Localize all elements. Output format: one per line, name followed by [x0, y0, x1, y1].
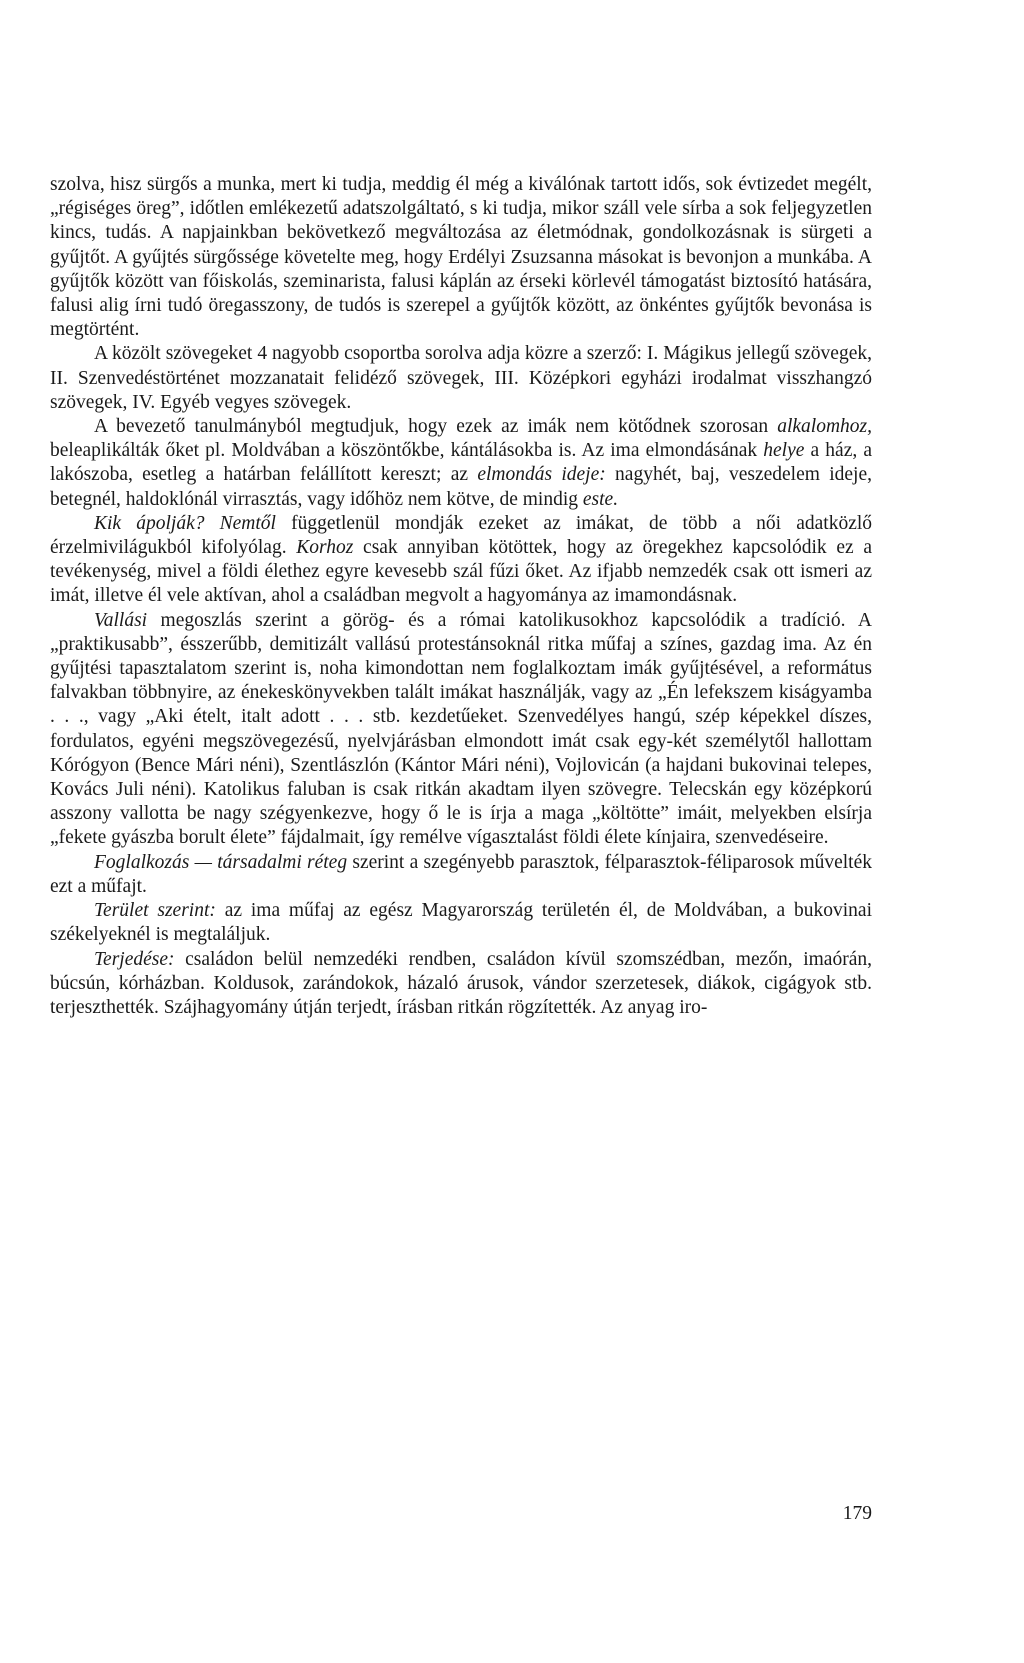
- paragraph: [50, 899, 872, 947]
- paragraph-text: A közölt szövegeket 4 nagyobb csoportba sorolva adja közre a szerző: I. Mágikus jellegű szövegek, II. Szenvedéstörténet mozzanatait felidéző szövegek, III. Középkori egyházi irodalmat visszhangzó szövegek, IV. Egyéb vegyes szövegek.: [50, 343, 872, 413]
- italic-text: elmondás ideje:: [477, 464, 606, 486]
- paragraph: [50, 609, 872, 851]
- paragraph: [50, 342, 872, 415]
- italic-text: Kik ápolják?: [94, 512, 205, 534]
- italic-text: este.: [582, 488, 619, 510]
- italic-text: Terület szerint:: [94, 900, 216, 922]
- paragraph: [50, 415, 872, 512]
- italic-text: Korhoz: [296, 537, 354, 559]
- italic-text: Terjedése:: [94, 948, 175, 970]
- paragraph-text: nagyhét, baj, veszedelem ideje, betegnél, haldoklónál virrasztás, vagy időhöz nem kötve, de mindig: [50, 464, 872, 510]
- paragraph: [50, 851, 872, 899]
- paragraph: [50, 948, 872, 1021]
- page-number: 179: [842, 1503, 872, 1524]
- paragraph-text: a ház, a lakószoba, esetleg a határban felállított kereszt; az: [50, 440, 873, 486]
- italic-text: Nemtől: [219, 512, 276, 534]
- paragraph-text: megoszlás szerint a görög- és a római katolikusokhoz kapcsolódik a tradíció. A „praktikusabb”, ésszerűbb, demitizált vallású protestánsoknál ritka műfaj a színes, gazdag ima. Az én gyűjtési tapasztalatom szerint is, noha kimondottan nem foglalkoztam imák gyűjtésével, a református falvakban többnyire, az énekeskönyvekben talált imákat használják, vagy az „Én lefekszem kiságyamba . . ., vagy „Aki ételt, italt adott . . . stb. kezdetűeket. Szenvedélyes hangú, szép képekkel díszes, fordulatos, egyéni megszövegezésű, nyelvjárásban elmondott imát csak egy-két személytől hallottam Kórógyon (Bence Mári néni), Szentlászlón (Kántor Mári néni), Vojlovicán (a hajdani bukovinai telepes, Kovács Juli néni). Katolikus faluban is csak ritkán akadtam ilyen szövegre. Telecskán egy középkorú asszony vallotta be nagy szégyenkezve, hogy ő le is írja a maga „költötte” imáit, melyekben elsírja „fekete gyászba borult élete” fájdalmait, így remélve vígasztalást földi élete kínjaira, szenvedéseire.: [50, 609, 872, 849]
- paragraph-text: szerint a szegényebb parasztok, félparasztok-féliparosok művelték ezt a műfajt.: [50, 851, 873, 897]
- italic-text: Vallási: [94, 609, 148, 631]
- italic-text: helye: [763, 440, 805, 462]
- paragraph-text: beleaplikálták őket pl. Moldvában a köszöntőkbe, kántálásokba is. Az ima elmondásának: [50, 440, 764, 462]
- paragraph-text: családon belül nemzedéki rendben, családon kívül szomszédban, mezőn, imaórán, búcsún, kórházban. Koldusok, zarándokok, házaló árusok, vándor szerzetesek, diákok, cigágyok stb. terjeszthették. Szájhagyomány útján terjedt, írásban ritkán rögzítették. Az anyag iro-: [50, 948, 872, 1018]
- paragraph-text: szolva, hisz sürgős a munka, mert ki tudja, meddig él még a kiválónak tartott idős, sok évtizedet megélt, „régiséges öreg”, időtlen emlékezetű adatszolgáltató, s ki tudja, mikor száll vele sírba a sok feljegyzetlen kincs, tudás. A napjainkban bekövetkező megváltozása az életmódnak, gondolkozásnak is sürgeti a gyűjtőt. A gyűjtés sürgőssége követelte meg, hogy Erdélyi Zsuzsanna másokat is bevonjon a munkába. A gyűjtők között van főiskolás, szeminarista, falusi káplán az érseki körlevél támogatást biztosító hatására, falusi alig írni tudó öregasszony, de tudós is szerepel a gyűjtők között, az önkéntes gyűjtők bevonása is megtörtént.: [50, 174, 872, 341]
- paragraph-text: függetlenül mondják ezeket az imákat, de több a női adatközlő érzelmivilágukból kifolyólag.: [50, 512, 873, 559]
- paragraph-text: csak annyiban kötöttek, hogy az öregekhez kapcsolódik ez a tevékenység, mivel a földi élethez egyre kevesebb szál fűzi őket. Az ifjabb nemzedék csak ott ismeri az imát, illetve él vele aktívan, ahol a családban megvolt a hagyománya az imamondásnak.: [50, 537, 872, 607]
- paragraph-text: az ima műfaj az egész Magyarország területén él, de Moldvában, a bukovinai székelyeknél is megtaláljuk.: [50, 900, 872, 946]
- paragraph-text: [204, 513, 219, 534]
- paragraph-text: A bevezető tanulmányból megtudjuk, hogy ezek az imák nem kötődnek szorosan: [94, 416, 778, 438]
- body-text: [50, 173, 872, 1020]
- paragraph: [50, 173, 872, 342]
- paragraph: [50, 512, 872, 609]
- italic-text: Foglalkozás — társadalmi réteg: [94, 851, 348, 873]
- italic-text: alkalomhoz,: [777, 416, 872, 438]
